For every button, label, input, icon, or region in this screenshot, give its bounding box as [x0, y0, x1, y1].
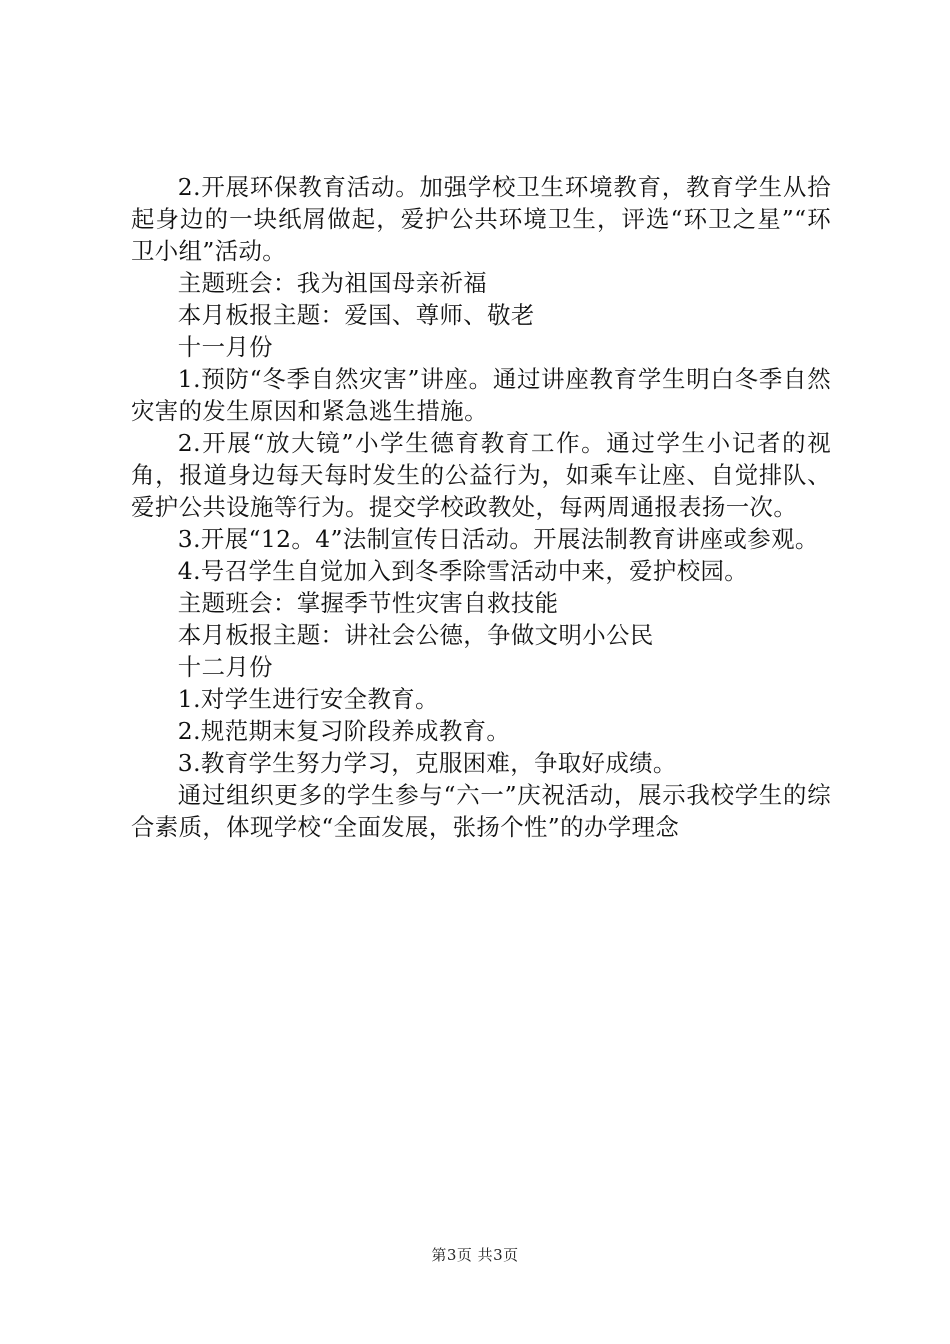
- paragraph-class-meeting-november: 主题班会：掌握季节性灾害自救技能: [177, 589, 559, 617]
- paragraph-safety-education: 1.对学生进行安全教育。: [177, 685, 439, 713]
- paragraph-board-theme-october: 本月板报主题：爱国、尊师、敬老: [177, 301, 535, 329]
- paragraph-review-habits: 2.规范期末复习阶段养成教育。: [177, 717, 511, 745]
- paragraph-environment-activity: 2.开展环保教育活动。加强学校卫生环境教育，教育学生从拾起身边的一块纸屑做起，爱护公共环境卫生，评选“环卫之星”“环卫小组”活动。: [131, 173, 831, 265]
- section-heading-december: 十二月份: [177, 653, 273, 681]
- paragraph-winter-disaster-lecture: 1.预防“冬季自然灾害”讲座。通过讲座教育学生明白冬季自然灾害的发生原因和紧急逃生措施。: [131, 365, 831, 425]
- page-footer: [0, 1245, 950, 1265]
- paragraph-legal-day: 3.开展“12。4”法制宣传日活动。开展法制教育讲座或参观。: [177, 525, 819, 553]
- paragraph-snow-clearing: 4.号召学生自觉加入到冬季除雪活动中来，爱护校园。: [177, 557, 749, 585]
- paragraph-children-day-summary: 通过组织更多的学生参与“六一”庆祝活动，展示我校学生的综合素质，体现学校“全面发展，张扬个性”的办学理念: [131, 781, 831, 841]
- section-heading-november: 十一月份: [177, 333, 273, 361]
- document-body: [131, 171, 831, 843]
- paragraph-study-hard: 3.教育学生努力学习，克服困难，争取好成绩。: [177, 749, 677, 777]
- paragraph-board-theme-november: 本月板报主题：讲社会公德，争做文明小公民: [177, 621, 654, 649]
- paragraph-magnifier-activity: 2.开展“放大镜”小学生德育教育工作。通过学生小记者的视角，报道身边每天每时发生的公益行为，如乘车让座、自觉排队、爱护公共设施等行为。提交学校政教处，每两周通报表扬一次。: [131, 429, 831, 521]
- paragraph-class-meeting-october: 主题班会：我为祖国母亲祈福: [177, 269, 488, 297]
- page-number-label: 第3页 共3页: [431, 1246, 519, 1264]
